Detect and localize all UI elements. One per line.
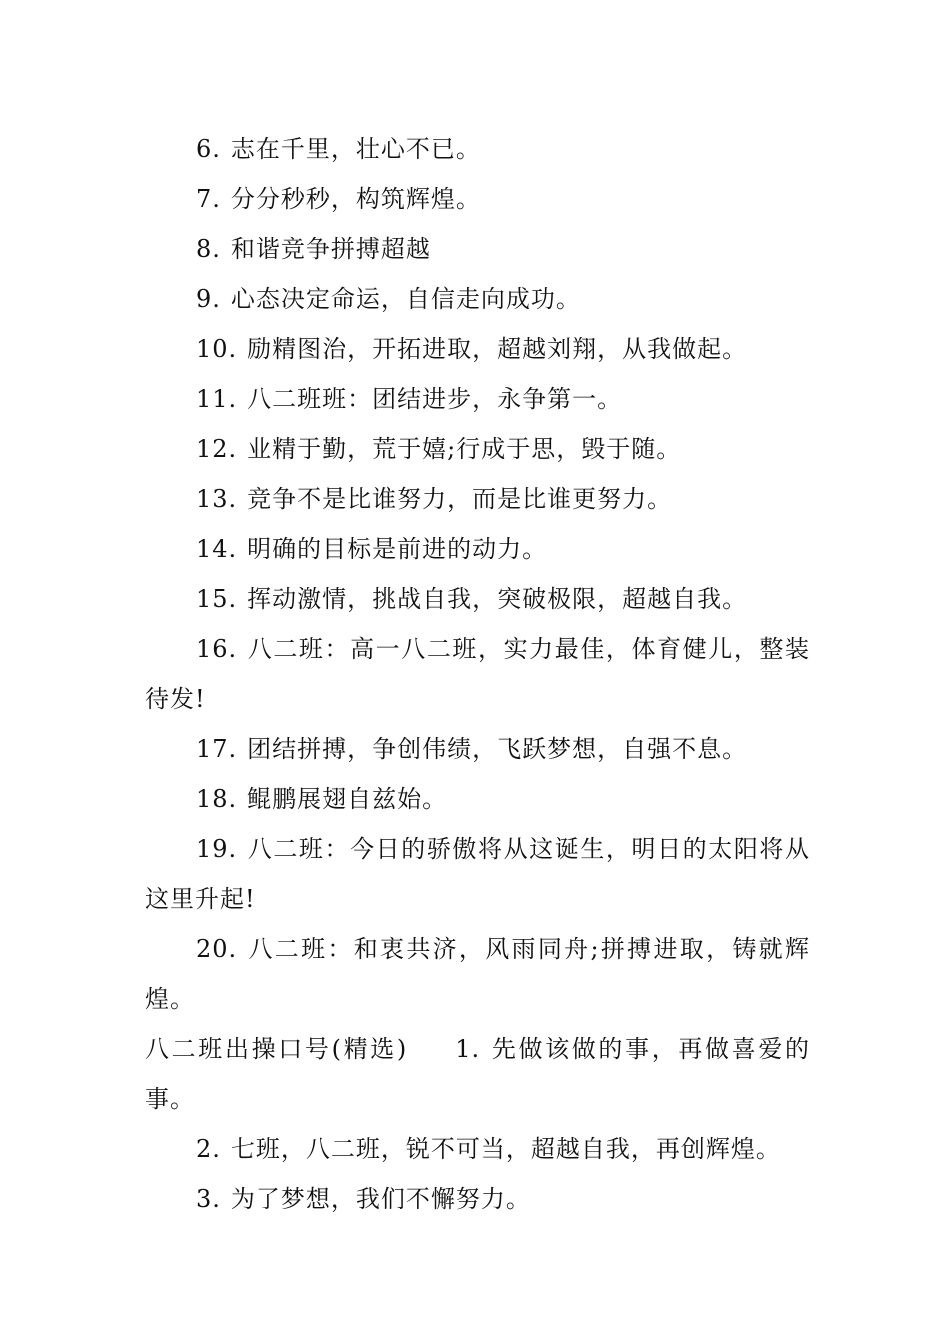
slogan-item-13 [145, 474, 810, 524]
item-number: 7. [196, 185, 221, 213]
slogan-item-10 [145, 324, 810, 374]
item-text: 八二班：今日的骄傲将从这诞生，明日的太阳将从这里升起! [145, 835, 810, 913]
slogan-item-15 [145, 574, 810, 624]
slogan-item-3 [145, 1174, 810, 1224]
section-start [145, 1024, 810, 1124]
item-number: 19. [196, 835, 238, 863]
item-number: 1. [455, 1035, 481, 1063]
slogan-item-6 [145, 124, 810, 174]
item-text: 志在千里，壮心不已。 [230, 135, 481, 163]
slogan-item-7 [145, 174, 810, 224]
item-text: 业精于勤，荒于嬉;行成于思，毁于随。 [247, 435, 682, 463]
item-text: 明确的目标是前进的动力。 [247, 535, 548, 563]
item-number: 6. [196, 135, 221, 163]
slogan-item-19 [145, 824, 810, 924]
item-text: 七班，八二班，锐不可当，超越自我，再创辉煌。 [230, 1135, 781, 1163]
item-text: 八二班班：团结进步，永争第一。 [247, 385, 623, 413]
item-text: 励精图治，开拓进取，超越刘翔，从我做起。 [247, 335, 748, 363]
item-number: 3. [196, 1185, 221, 1213]
item-number: 10. [196, 335, 238, 363]
item-text: 心态决定命运，自信走向成功。 [230, 285, 581, 313]
item-number: 20. [196, 935, 238, 963]
section-heading: 八二班出操口号(精选) [145, 1035, 408, 1063]
item-number: 15. [196, 585, 238, 613]
item-number: 17. [196, 735, 238, 763]
item-text: 先做该做的事，再做喜爱的事。 [145, 1035, 811, 1113]
item-text: 八二班：和衷共济，风雨同舟;拼搏进取，铸就辉煌。 [145, 935, 810, 1013]
item-text: 挥动激情，挑战自我，突破极限，超越自我。 [247, 585, 748, 613]
item-number: 12. [196, 435, 238, 463]
item-number: 13. [196, 485, 238, 513]
item-number: 16. [196, 635, 238, 663]
slogan-item-14 [145, 524, 810, 574]
item-text: 团结拼搏，争创伟绩，飞跃梦想，自强不息。 [247, 735, 748, 763]
slogan-item-16 [145, 624, 810, 724]
item-number: 8. [196, 235, 221, 263]
item-number: 18. [196, 785, 238, 813]
item-number: 11. [196, 385, 238, 413]
slogan-item-11 [145, 374, 810, 424]
slogan-item-17 [145, 724, 810, 774]
item-text: 竞争不是比谁努力，而是比谁更努力。 [247, 485, 673, 513]
slogan-item-20 [145, 924, 810, 1024]
slogan-item-18 [145, 774, 810, 824]
slogan-item-2 [145, 1124, 810, 1174]
item-number: 9. [196, 285, 221, 313]
item-number: 14. [196, 535, 238, 563]
slogan-item-8 [145, 224, 810, 274]
slogan-item-9 [145, 274, 810, 324]
item-number: 2. [196, 1135, 221, 1163]
document-body [145, 124, 810, 1224]
item-text: 鲲鹏展翅自兹始。 [247, 785, 448, 813]
item-text: 和谐竞争拼搏超越 [230, 235, 431, 263]
item-text: 八二班：高一八二班，实力最佳，体育健儿，整装待发! [145, 635, 810, 713]
item-text: 为了梦想，我们不懈努力。 [230, 1185, 531, 1213]
slogan-item-12 [145, 424, 810, 474]
item-text: 分分秒秒，构筑辉煌。 [230, 185, 481, 213]
